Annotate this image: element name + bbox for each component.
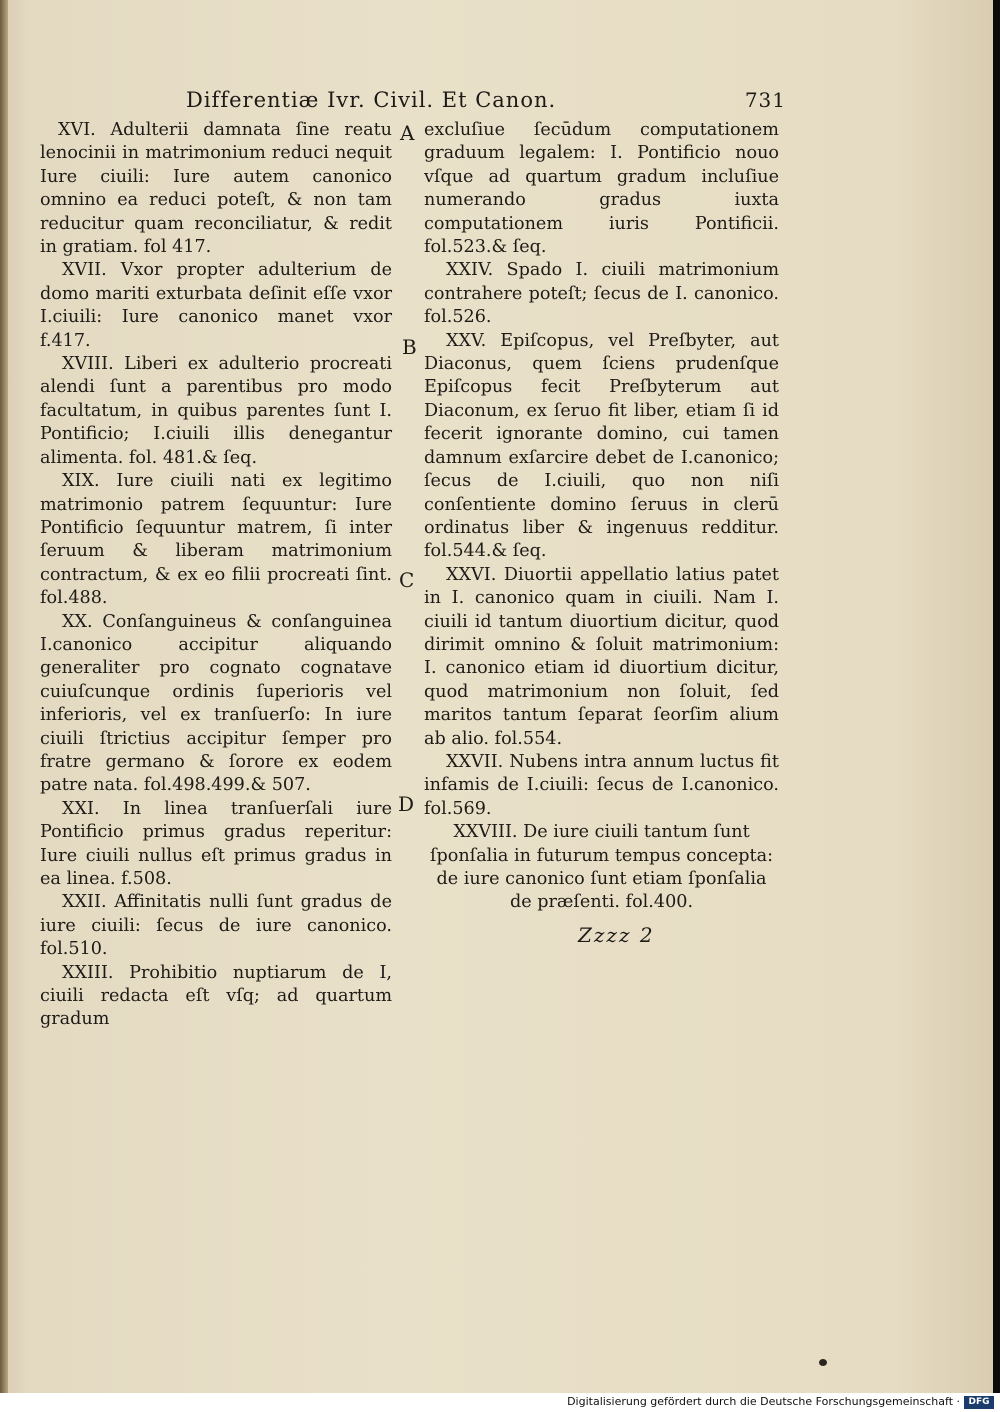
right-column: [424, 119, 779, 915]
paragraph-xxii: XXII. Affinitatis nulli ſunt gradus de iure ciuili: ſecus de iure canonico. fol.510.: [40, 892, 392, 960]
paragraph-xvii: XVII. Vxor propter adulterium de domo mariti exturbata deſinit eſſe vxor I.ciuili: Iure canonico manet vxor f.417.: [40, 260, 392, 351]
paragraph-xxiv: XXIV. Spado I. ciuili matrimonium contrahere poteſt; ſecus de I. canonico. fol.526.: [424, 260, 779, 328]
margin-marker-c: C: [399, 568, 415, 592]
running-header: [186, 88, 786, 118]
paragraph-xxvi: XXVI. Diuortii appellatio latius patet in I. canonico quam in ciuili. Nam I. ciuili id tantum diuortium dicitur, quod dirimit omnino & ſoluit matrimonium: I. canonico etiam id diuortium dicitur, quod matrimonium non ſoluit, ſed maritos tantum ſeparat ſeorſim alium ab alio. fol.554.: [424, 564, 779, 749]
paragraph-xxvii: XXVII. Nubens intra annum luctus fit infamis de I.ciuili: ſecus de I.canonico. fol.569.: [424, 751, 779, 819]
margin-marker-d: D: [398, 792, 415, 816]
paragraph-xix: XIX. Iure ciuili nati ex legitimo matrimonio patrem ſequuntur: Iure Pontificio ſequuntur matrem, ſi inter ſeruum & liberam matrimonium contractum, & ex eo filii procreati ſint. fol.488.: [40, 471, 392, 609]
running-title: Differentiæ Ivr. Civil. Et Canon.: [186, 88, 557, 112]
signature-mark: Zzzz 2: [578, 923, 655, 947]
paragraph-xxi: XXI. In linea tranſuerſali iure Pontificio primus gradus reperitur: Iure ciuili nullus eſt primus gradus in ea linea. f.508.: [40, 798, 392, 889]
paragraph-xxiii-continued: excluſiue ſecūdum computationem graduum legalem: I. Pontificio nouo vſque ad quartum gradum incluſiue numerando gradus iuxta computationem iuris Pontificii. fol.523.& ſeq.: [424, 120, 779, 258]
dfg-logo: DFG: [964, 1396, 994, 1409]
paragraph-xx: XX. Conſanguineus & conſanguinea I.canonico accipitur aliquando generaliter pro cognato cognatave cuiuſcunque ordinis ſuperioris vel inferioris, vel ex tranſuerſo: In iure ciuili ſtrictius accipitur ſemper pro fratre germano & ſorore ex eodem patre nata. fol.498.499.& 507.: [40, 611, 392, 796]
margin-marker-b: B: [402, 335, 417, 359]
margin-marker-a: A: [400, 121, 415, 145]
ink-spot: [819, 1359, 827, 1366]
page-number: 731: [744, 88, 786, 112]
paragraph-xvi: XVI. Adulterii damnata ſine reatu lenocinii in matrimonium reduci nequit Iure ciuili: Iure autem canonico omnino ea reduci poteſt, & non tam reducitur quam reconciliatur, & redit in gratiam. fol 417.: [40, 120, 392, 258]
digitization-footer: [0, 1393, 1000, 1412]
page-binding-edge: [0, 0, 8, 1393]
paragraph-xviii: XVIII. Liberi ex adulterio procreati alendi ſunt a parentibus pro modo facultatum, in quibus parentes ſunt I. Pontificio; I.ciuili illis denegantur alimenta. fol. 481.& ſeq.: [40, 354, 392, 468]
paragraph-xxiii: XXIII. Prohibitio nuptiarum de I, ciuili redacta eſt vſq; ad quartum gradum: [40, 962, 392, 1030]
paragraph-xxviii: XXVIII. De iure ciuili tantum ſunt ſponſalia in futurum tempus concepta: de iure canonico ſunt etiam ſponſalia de præſenti. fol.400.: [429, 822, 774, 913]
left-column: [40, 119, 392, 1032]
funding-credit: Digitalisierung gefördert durch die Deutsche Forschungsgemeinschaft ·: [567, 1395, 960, 1408]
paragraph-xxv: XXV. Epiſcopus, vel Preſbyter, aut Diaconus, quem ſciens prudenſque Epiſcopus fecit Preſbyterum aut Diaconum, ex ſeruo fit liber, etiam ſi id fecerit ignorante domino, cui tamen damnum exſarcire debet de I.canonico; ſecus de I.ciuili, quo non niſi conſentiente domino ſeruus in clerū ordinatus liber & ingenuus redditur. fol.544.& ſeq.: [424, 330, 779, 562]
